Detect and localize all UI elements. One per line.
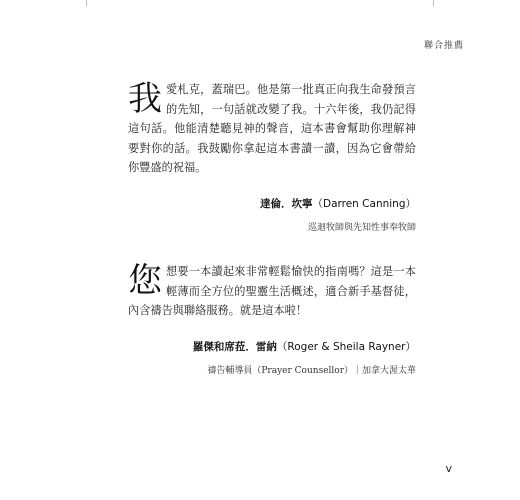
author-1-name: 達倫．坎寧: [259, 197, 313, 210]
endorsement-2-text: [128, 262, 416, 321]
endorsement-1-body: 愛札克，蓋瑞巴。他是第一批真正向我生命發預言的先知，一句話就改變了我。十六年後，我仍記得這句話。他能清楚聽見神的聲音，這本書會幫助你理解神要對你的話。我鼓勵你拿起這本書讀一讀，因為它會帶給你豐盛的祝福。: [128, 83, 416, 174]
author-2-name: 羅傑和席菈．雷納: [192, 340, 277, 353]
author-2-latin-name: （Roger & Sheila Rayner）: [276, 340, 416, 353]
endorsement-1-text: [128, 80, 416, 178]
drop-cap-1: 我: [128, 79, 162, 119]
page-number: v: [445, 462, 452, 475]
endorsement-2-body: 想要一本讀起來非常輕鬆愉快的指南嗎？這是一本輕薄而全方位的聖靈生活概述，適合新手基督徒，內含禱告與聯絡服務。就是這本啦！: [128, 265, 416, 317]
crop-mark-top-left: [86, 0, 87, 6]
endorsement-2-author-title: 禱告輔導員（Prayer Counsellor）｜加拿大渥太華: [207, 365, 416, 376]
endorsement-1-author-title: 巡迴牧師與先知性事奉牧師: [307, 222, 416, 233]
author-1-latin-name: （Darren Canning）: [312, 197, 416, 210]
section-header: 聯合推薦: [423, 41, 464, 51]
crop-mark-top-right: [433, 0, 434, 6]
endorsement-2-author: [128, 339, 416, 354]
endorsement-1: [128, 80, 416, 233]
endorsement-2: [128, 262, 416, 376]
endorsement-1-author: [128, 196, 416, 211]
drop-cap-2: 您: [128, 261, 162, 301]
